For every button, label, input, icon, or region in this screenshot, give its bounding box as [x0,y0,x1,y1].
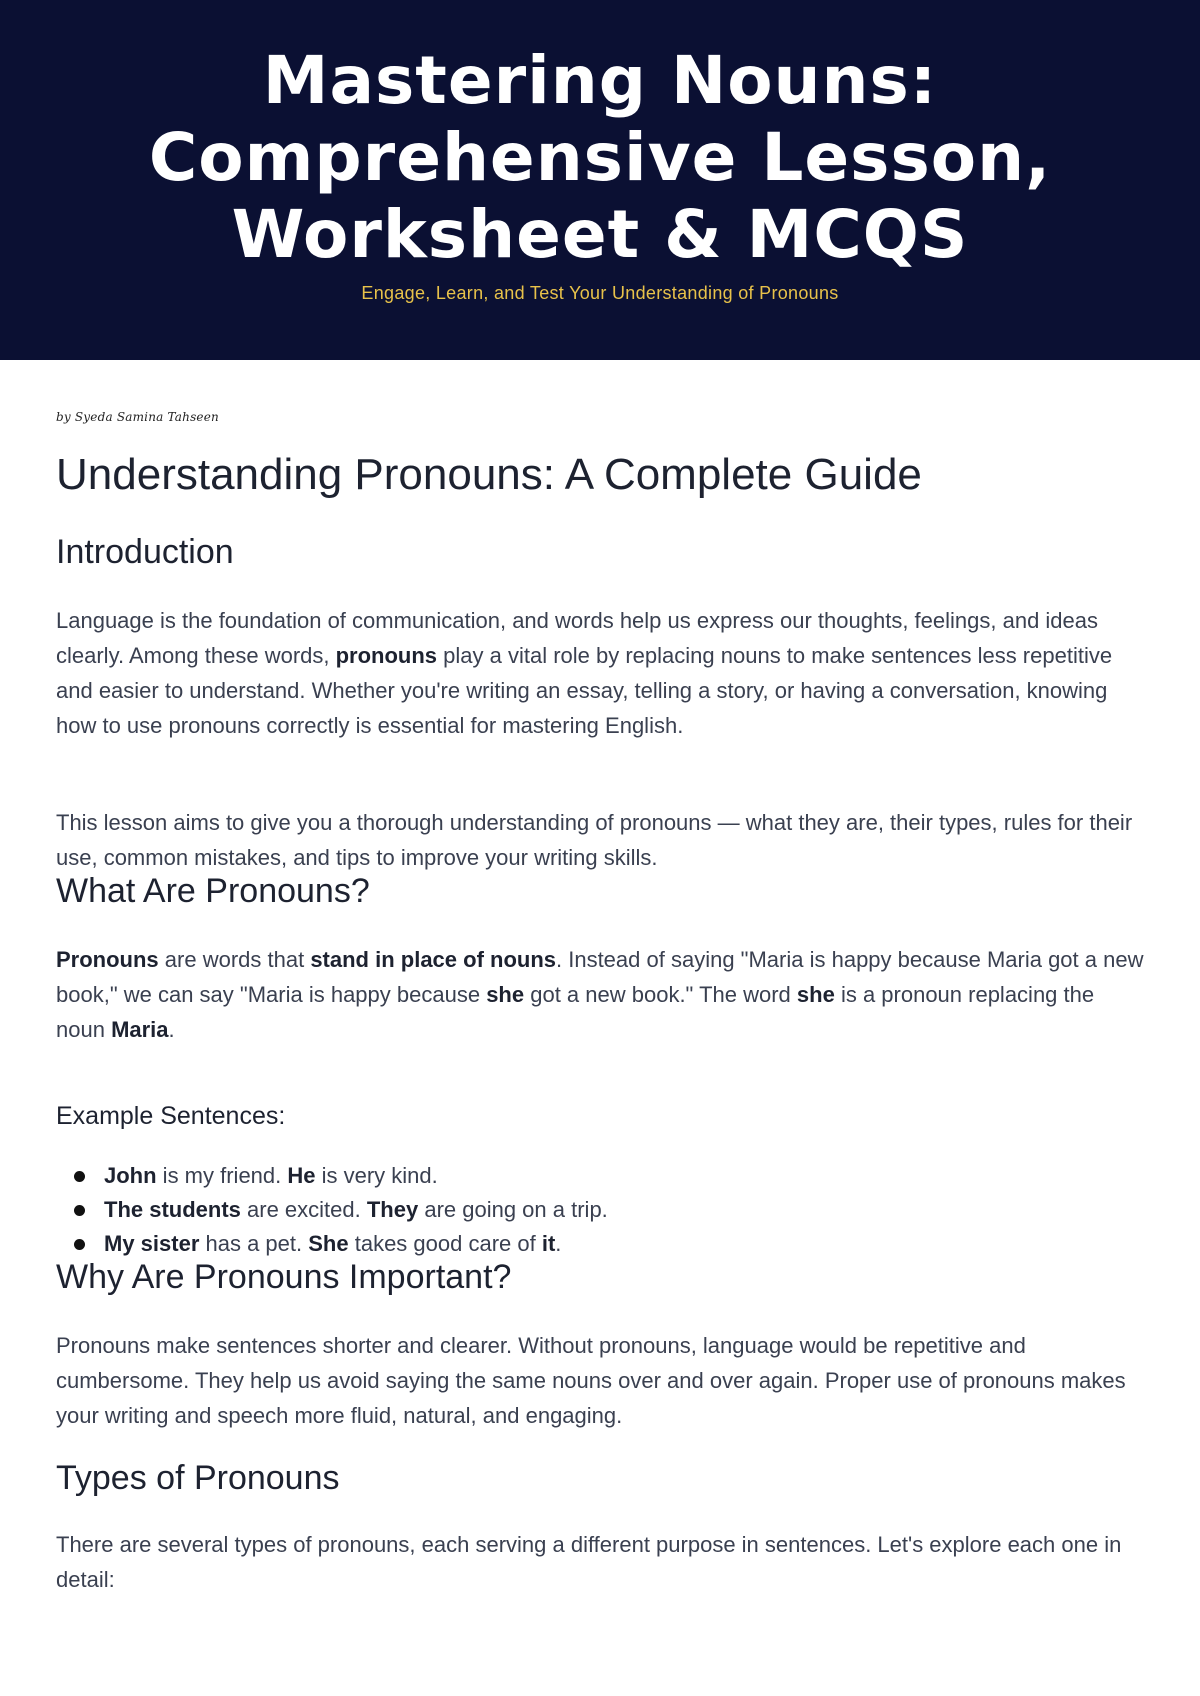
example-text-2: is very kind. [315,1163,438,1188]
what-bold-2: stand in place of nouns [310,947,556,972]
example-text-1: are excited. [240,1197,367,1222]
what-text-4: is a pronoun replacing the noun [56,982,1095,1042]
example-bold-2: They [366,1197,419,1222]
intro-paragraph-1 [56,603,1146,743]
what-bold-4: she [796,982,835,1007]
page-subtitle: Engage, Learn, and Test Your Understanding of Pronouns [361,283,839,303]
list-item [56,1193,608,1227]
what-text-3: got a new book." The word [524,982,797,1007]
example-bold-1: My sister [104,1231,200,1256]
what-bold-3: she [486,982,525,1007]
example-text-3: . [555,1231,562,1256]
example-sentences-heading: Example Sentences: [56,1102,286,1130]
example-bold-1: The students [104,1197,241,1222]
section-heading-why-important: Why Are Pronouns Important? [56,1258,512,1296]
example-text-1: is my friend. [156,1163,288,1188]
title-line-2: Comprehensive Lesson, [148,119,1052,196]
what-text-1: are words that [158,947,311,972]
what-text-2: . Instead of saying "Maria is happy because Maria got a new book," we can say "Maria is happy because [56,947,1144,1007]
author-byline: by Syeda Samina Tahseen [56,410,219,424]
page-title [50,42,1150,273]
intro-p1-text-b: play a vital role by replacing nouns to make sentences less repetitive and easier to understand. Whether you're writing an essay, telling a story, or having a conversation, knowing how to use pronouns correctly is essential for mastering English. [56,643,1113,738]
example-text-1: has a pet. [199,1231,309,1256]
example-bold-2: She [308,1231,349,1256]
list-item [56,1159,608,1193]
why-paragraph: Pronouns make sentences shorter and clearer. Without pronouns, language would be repetitive and cumbersome. They help us avoid saying the same nouns over and over again. Proper use of pronouns makes your writing and speech more fluid, natural, and engaging. [56,1333,1126,1428]
what-paragraph [56,942,1146,1047]
intro-p1-text-a: Language is the foundation of communication, and words help us express our thoughts, feelings, and ideas clearly. Among these words, [56,608,1099,668]
example-text-2: are going on a trip. [418,1197,608,1222]
intro-paragraph-2: This lesson aims to give you a thorough understanding of pronouns — what they are, their types, rules for their use, common mistakes, and tips to improve your writing skills. [56,810,1133,870]
intro-p1-bold: pronouns [335,643,438,668]
example-bold-1: John [104,1163,157,1188]
document-title: Understanding Pronouns: A Complete Guide [56,450,922,499]
section-heading-introduction: Introduction [56,533,234,571]
example-text-2: takes good care of [348,1231,542,1256]
example-sentences-list [56,1159,608,1261]
example-bold-2: He [287,1163,316,1188]
what-bold-1: Pronouns [56,947,159,972]
list-item [56,1227,608,1261]
what-bold-5: Maria [111,1017,169,1042]
header-banner [0,0,1200,360]
types-paragraph: There are several types of pronouns, each serving a different purpose in sentences. Let's explore each one in detail: [56,1532,1122,1592]
section-heading-types: Types of Pronouns [56,1459,340,1497]
what-text-5: . [168,1017,175,1042]
title-line-3: Worksheet & MCQS [231,196,969,273]
title-line-1: Mastering Nouns: [262,42,938,119]
section-heading-what-are-pronouns: What Are Pronouns? [56,872,370,910]
example-bold-3: it [541,1231,556,1256]
